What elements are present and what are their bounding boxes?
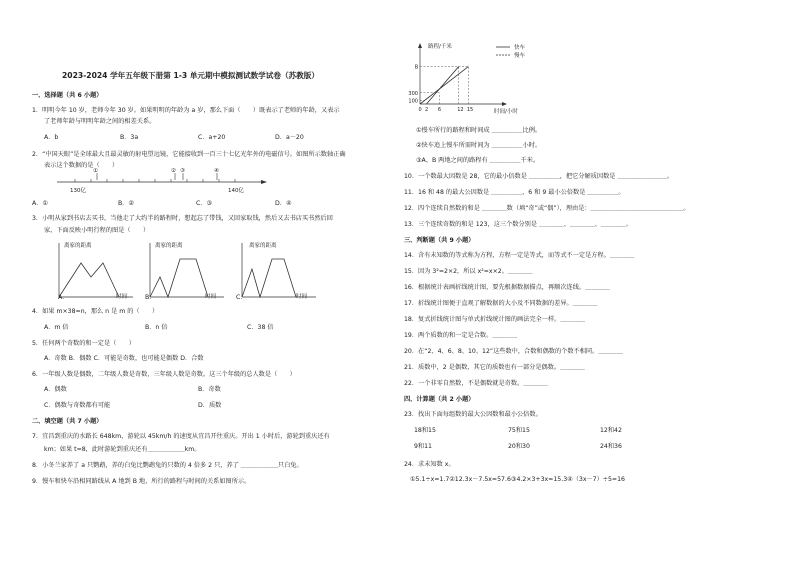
graph-c-line [242,259,296,297]
q9-part2: ②快车追上慢车所需时间为 ＿＿＿＿＿小时。 [416,142,542,149]
q20-line: 20．在“2、4、6、8、10、12”这些数中，合数和偶数的个数不相同。＿＿＿＿ [404,348,624,355]
q3-graph-a [55,241,135,301]
chart-ylabel: 路程/千米 [428,44,452,50]
axis-ticks [75,179,235,182]
y-tick-300: 300 [408,90,418,97]
x-tick-2: 2 [424,107,429,113]
x-tick-0: 0 [418,107,422,113]
q1-line2: 了老师年龄与明明年龄之间的相差关系。 [44,118,156,125]
q5-line: 5．任何两个奇数的和一定是（ ） [32,340,135,347]
q4-option-a[interactable]: A．m 倍 [44,324,69,331]
graph-a-ylabel: 离家的距离 [64,243,92,249]
section-calc: 四、计算题（共 2 小题） [404,396,475,403]
chart-xlabel: 时间/小时 [494,109,518,115]
graph-a-line [59,263,119,297]
section-fill: 二、填空题（共 7 小题） [32,418,103,425]
section-choice: 一、选择题（共 6 小题） [32,92,103,99]
mark-4-label: ④ [214,168,219,174]
chart-y-arrow-icon [418,43,422,48]
x-tick-6: 6 [437,107,442,113]
series-fast-line [426,67,458,104]
q5-options[interactable]: A．奇数 B．偶数 C．可能是奇数，也可能是偶数 D．合数 [44,355,204,362]
y-tick-100: 100 [408,98,418,105]
q17-line: 17．折线统计图便于直观了解数据的大小及不同数据的差异。＿＿＿＿ [404,300,598,307]
q12-line: 12．四个连续自然数的和是 ＿＿＿＿数（填“奇”或“偶”），理由是：＿＿＿＿＿＿＿＿＿＿＿＿＿＿＿。 [404,205,690,212]
x-tick-15: 15 [466,107,474,113]
q9-part3: ③A、B 两地之间的路程有 ＿＿＿＿＿千米。 [416,157,540,164]
q11-line: 11．16 和 48 的最大公因数是 ＿＿＿＿＿，6 和 9 最小公倍数是 ＿＿＿＿＿。 [404,189,625,196]
q3-graph-b [146,241,226,301]
q3-option-b[interactable]: B． [145,294,156,301]
q3-option-a[interactable]: A． [58,294,69,301]
q3-option-c[interactable]: C． [236,294,247,301]
q8-line: 8．小冬兰家养了 a 只鹦鹉，养的白兔比鹦鹉兔的只数的 4 倍多 2 只，养了 ＿＿＿＿＿＿只白兔。 [32,462,303,469]
x-tick-12: 12 [457,107,464,113]
q4-option-c[interactable]: C．38 倍 [247,324,274,331]
q7-line1: 7．宜昌到重庆的水路长 648km，游轮以 45km/h 的速度从宜昌开往重庆。开出 1 小时后，游轮到重庆还有 [32,433,330,440]
q1-option-b[interactable]: B．3a [120,134,139,141]
q9-part1: ①慢车所行的路程和时间成 ＿＿＿＿＿比例。 [416,127,542,134]
chart-x-arrow-icon [502,102,507,106]
q23-pair-3: 12和42 [600,427,622,434]
q2-line1: 2．“中国天眼”是全球最大且最灵敏的射电望远镜，它能接收到一百三十七亿光年外的电磁信号。如图所示数轴正确 [32,151,346,158]
mark-1-label: ① [93,168,98,174]
graph-b-ylabel: 离家的距离 [155,243,183,249]
q9-line: 9．慢车和快车沿相同路线从 A 地到 B 地，所行的路程与时间的关系如图所示。 [32,478,251,485]
q6-line: 6．一年级人数是偶数，二年级人数是奇数，三年级人数是奇数。这三个年级的总人数是（ ） [32,371,296,378]
axis-arrow-icon [261,180,267,184]
section-judge: 三、判断题（共 9 小题） [404,237,475,244]
q6-option-b[interactable]: B．奇数 [198,386,221,393]
graph-c-xlabel: 时间 [296,294,308,300]
q2-option-d[interactable]: D．④ [275,200,292,207]
q14-line: 14．含有未知数的等式称为方程，方程一定是等式，而等式不一定是方程。＿＿＿＿ [404,252,635,259]
q2-line2: 表示这个数据的是（ ） [44,162,119,169]
graph-a-xlabel: 时间 [116,294,128,300]
q24-equations: ①5.1÷x=1.7②12.3x－7.5x=57.6③4.2×3+3x=15.3④（3x－7）÷5=16 [410,476,625,483]
q23-line: 23．找出下面每组数的最大公因数和最小公倍数。 [404,411,542,418]
q10-line: 10．一个数最大因数是 28，它的最小倍数是 ＿＿＿＿＿，把它分解质因数是 ＿＿＿＿＿＿＿＿。 [404,173,674,180]
q6-option-d[interactable]: D．质数 [198,402,222,409]
q23-pair-6: 24和36 [600,443,622,450]
graph-c-ylabel: 离家的距离 [249,243,277,249]
q4-option-b[interactable]: B．n 倍 [145,324,168,331]
q16-line: 16．根据统计表画折线统计图，要先根据数据描点，再顺次连线。＿＿＿＿ [404,284,610,291]
q2-option-a[interactable]: A．① [32,200,48,207]
y-tick-B: B [414,64,419,71]
q1-option-c[interactable]: C．a+20 [198,134,226,141]
q23-pair-5: 20和30 [508,443,530,450]
q15-line: 15．因为 3²=2×2，所以 x²=x×2。＿＿＿＿ [404,268,533,275]
page-title: 2023-2024 学年五年级下册第 1-3 单元期中模拟测试数学试卷（苏教版） [62,71,319,80]
graph-b-xlabel: 时间 [205,294,217,300]
q1-line1: 1．明明今年 10 岁，老师今年 30 岁。如果明明的年龄为 a 岁，那么下面（ ）既表示了老师的年龄，又表示 [32,107,340,114]
q23-pair-4: 9和11 [414,443,432,450]
axis-left-label: 130亿 [70,188,86,194]
legend-fast: 快车 [514,45,526,51]
axis-right-label: 140亿 [228,188,244,194]
q24-line: 24．求未知数 x。 [404,461,455,468]
mark-3-label: ③ [180,168,185,174]
q4-line: 4．如果 m×38=n，那么 n 是 m 的（ ） [32,308,159,315]
q1-option-a[interactable]: A．b [44,134,59,141]
q21-line: 21．质数中，2 是偶数，其它的质数也有一部分是偶数。＿＿＿＿ [404,364,585,371]
q6-option-a[interactable]: A．偶数 [44,386,67,393]
q3-graph-c [238,241,318,301]
q6-option-c[interactable]: C．偶数与奇数都有可能 [44,402,111,409]
q3-line2: 家，下面反映小明行程的图是（ ） [44,227,150,234]
legend-slow: 慢车 [514,53,526,59]
series-slow-line [420,67,468,104]
mark-2-label: ② [171,168,176,174]
q2-option-c[interactable]: C．③ [196,200,213,207]
q23-pair-1: 18和15 [414,427,436,434]
q3-line1: 3．小明从家到书店去买书，当他走了大约半的路程时，想起忘了带钱，又回家取钱，然后又去书店买书然后回 [32,215,333,222]
graph-b-line [150,259,208,297]
q19-line: 19．两个质数的和一定是合数。＿＿＿＿ [404,332,518,339]
q7-line2: km；如果 t=8，此时游轮到重庆还有＿＿＿＿＿＿km。 [44,446,201,453]
q22-line: 22．一个非零自然数，不是偶数就是奇数。＿＿＿＿ [404,380,548,387]
q2-option-b[interactable]: B．② [118,200,134,207]
q23-pair-2: 75和15 [508,427,530,434]
q1-option-d[interactable]: D．a－20 [275,134,304,141]
q13-line: 13．三个连续奇数的和是 123，这三个数分别是 ＿＿＿＿、＿＿＿＿、＿＿＿＿。 [404,221,632,228]
q18-line: 18．复式折线统计图与单式折线统计图的画法完全一样。＿＿＿＿ [404,316,586,323]
